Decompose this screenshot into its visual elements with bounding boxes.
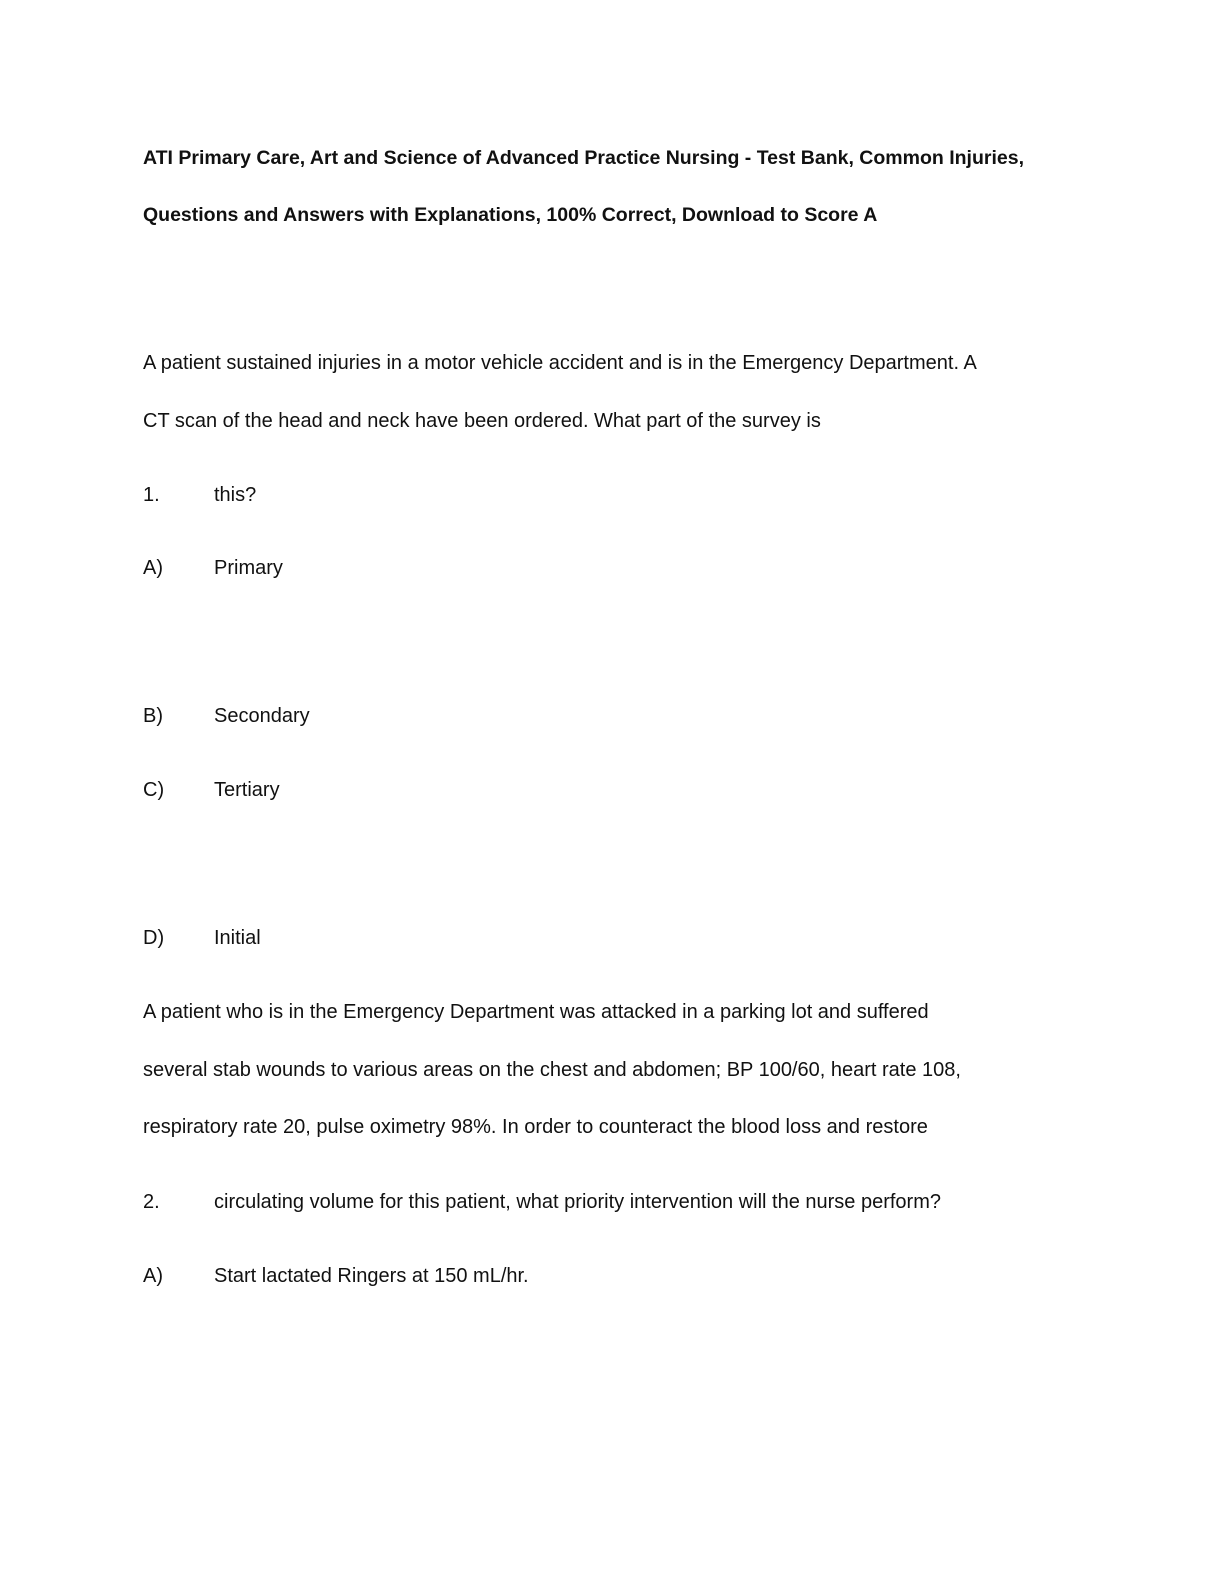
question-2-stem-line-1: A patient who is in the Emergency Department was attacked in a parking lot and suffered [143, 1001, 929, 1023]
question-1-number-text: this? [214, 484, 257, 506]
question-1-option-b-letter: B) [143, 705, 163, 727]
question-1-stem-line-1: A patient sustained injuries in a motor vehicle accident and is in the Emergency Department. A [143, 352, 977, 374]
question-2-option-a-text: Start lactated Ringers at 150 mL/hr. [214, 1265, 529, 1287]
question-2-stem-line-3: respiratory rate 20, pulse oximetry 98%. In order to counteract the blood loss and restore [143, 1116, 928, 1138]
question-1-number: 1. [143, 484, 160, 506]
question-1-option-d-letter: D) [143, 927, 165, 949]
question-2-number-text: circulating volume for this patient, what priority intervention will the nurse perform? [214, 1191, 941, 1213]
document-title-line-2: Questions and Answers with Explanations, 100% Correct, Download to Score A [143, 204, 878, 226]
question-1-option-d-text: Initial [214, 927, 261, 949]
question-2-number: 2. [143, 1191, 160, 1213]
question-2-stem-line-2: several stab wounds to various areas on the chest and abdomen; BP 100/60, heart rate 108, [143, 1059, 961, 1081]
question-1-option-a-text: Primary [214, 557, 283, 579]
question-1-option-b-text: Secondary [214, 705, 310, 727]
document-title-line-1: ATI Primary Care, Art and Science of Advanced Practice Nursing - Test Bank, Common Injuries, [143, 147, 1024, 169]
question-2-option-a-letter: A) [143, 1265, 163, 1287]
question-1-option-c-text: Tertiary [214, 779, 280, 801]
question-1-stem-line-2: CT scan of the head and neck have been ordered. What part of the survey is [143, 410, 821, 432]
question-1-option-a-letter: A) [143, 557, 163, 579]
question-1-option-c-letter: C) [143, 779, 165, 801]
